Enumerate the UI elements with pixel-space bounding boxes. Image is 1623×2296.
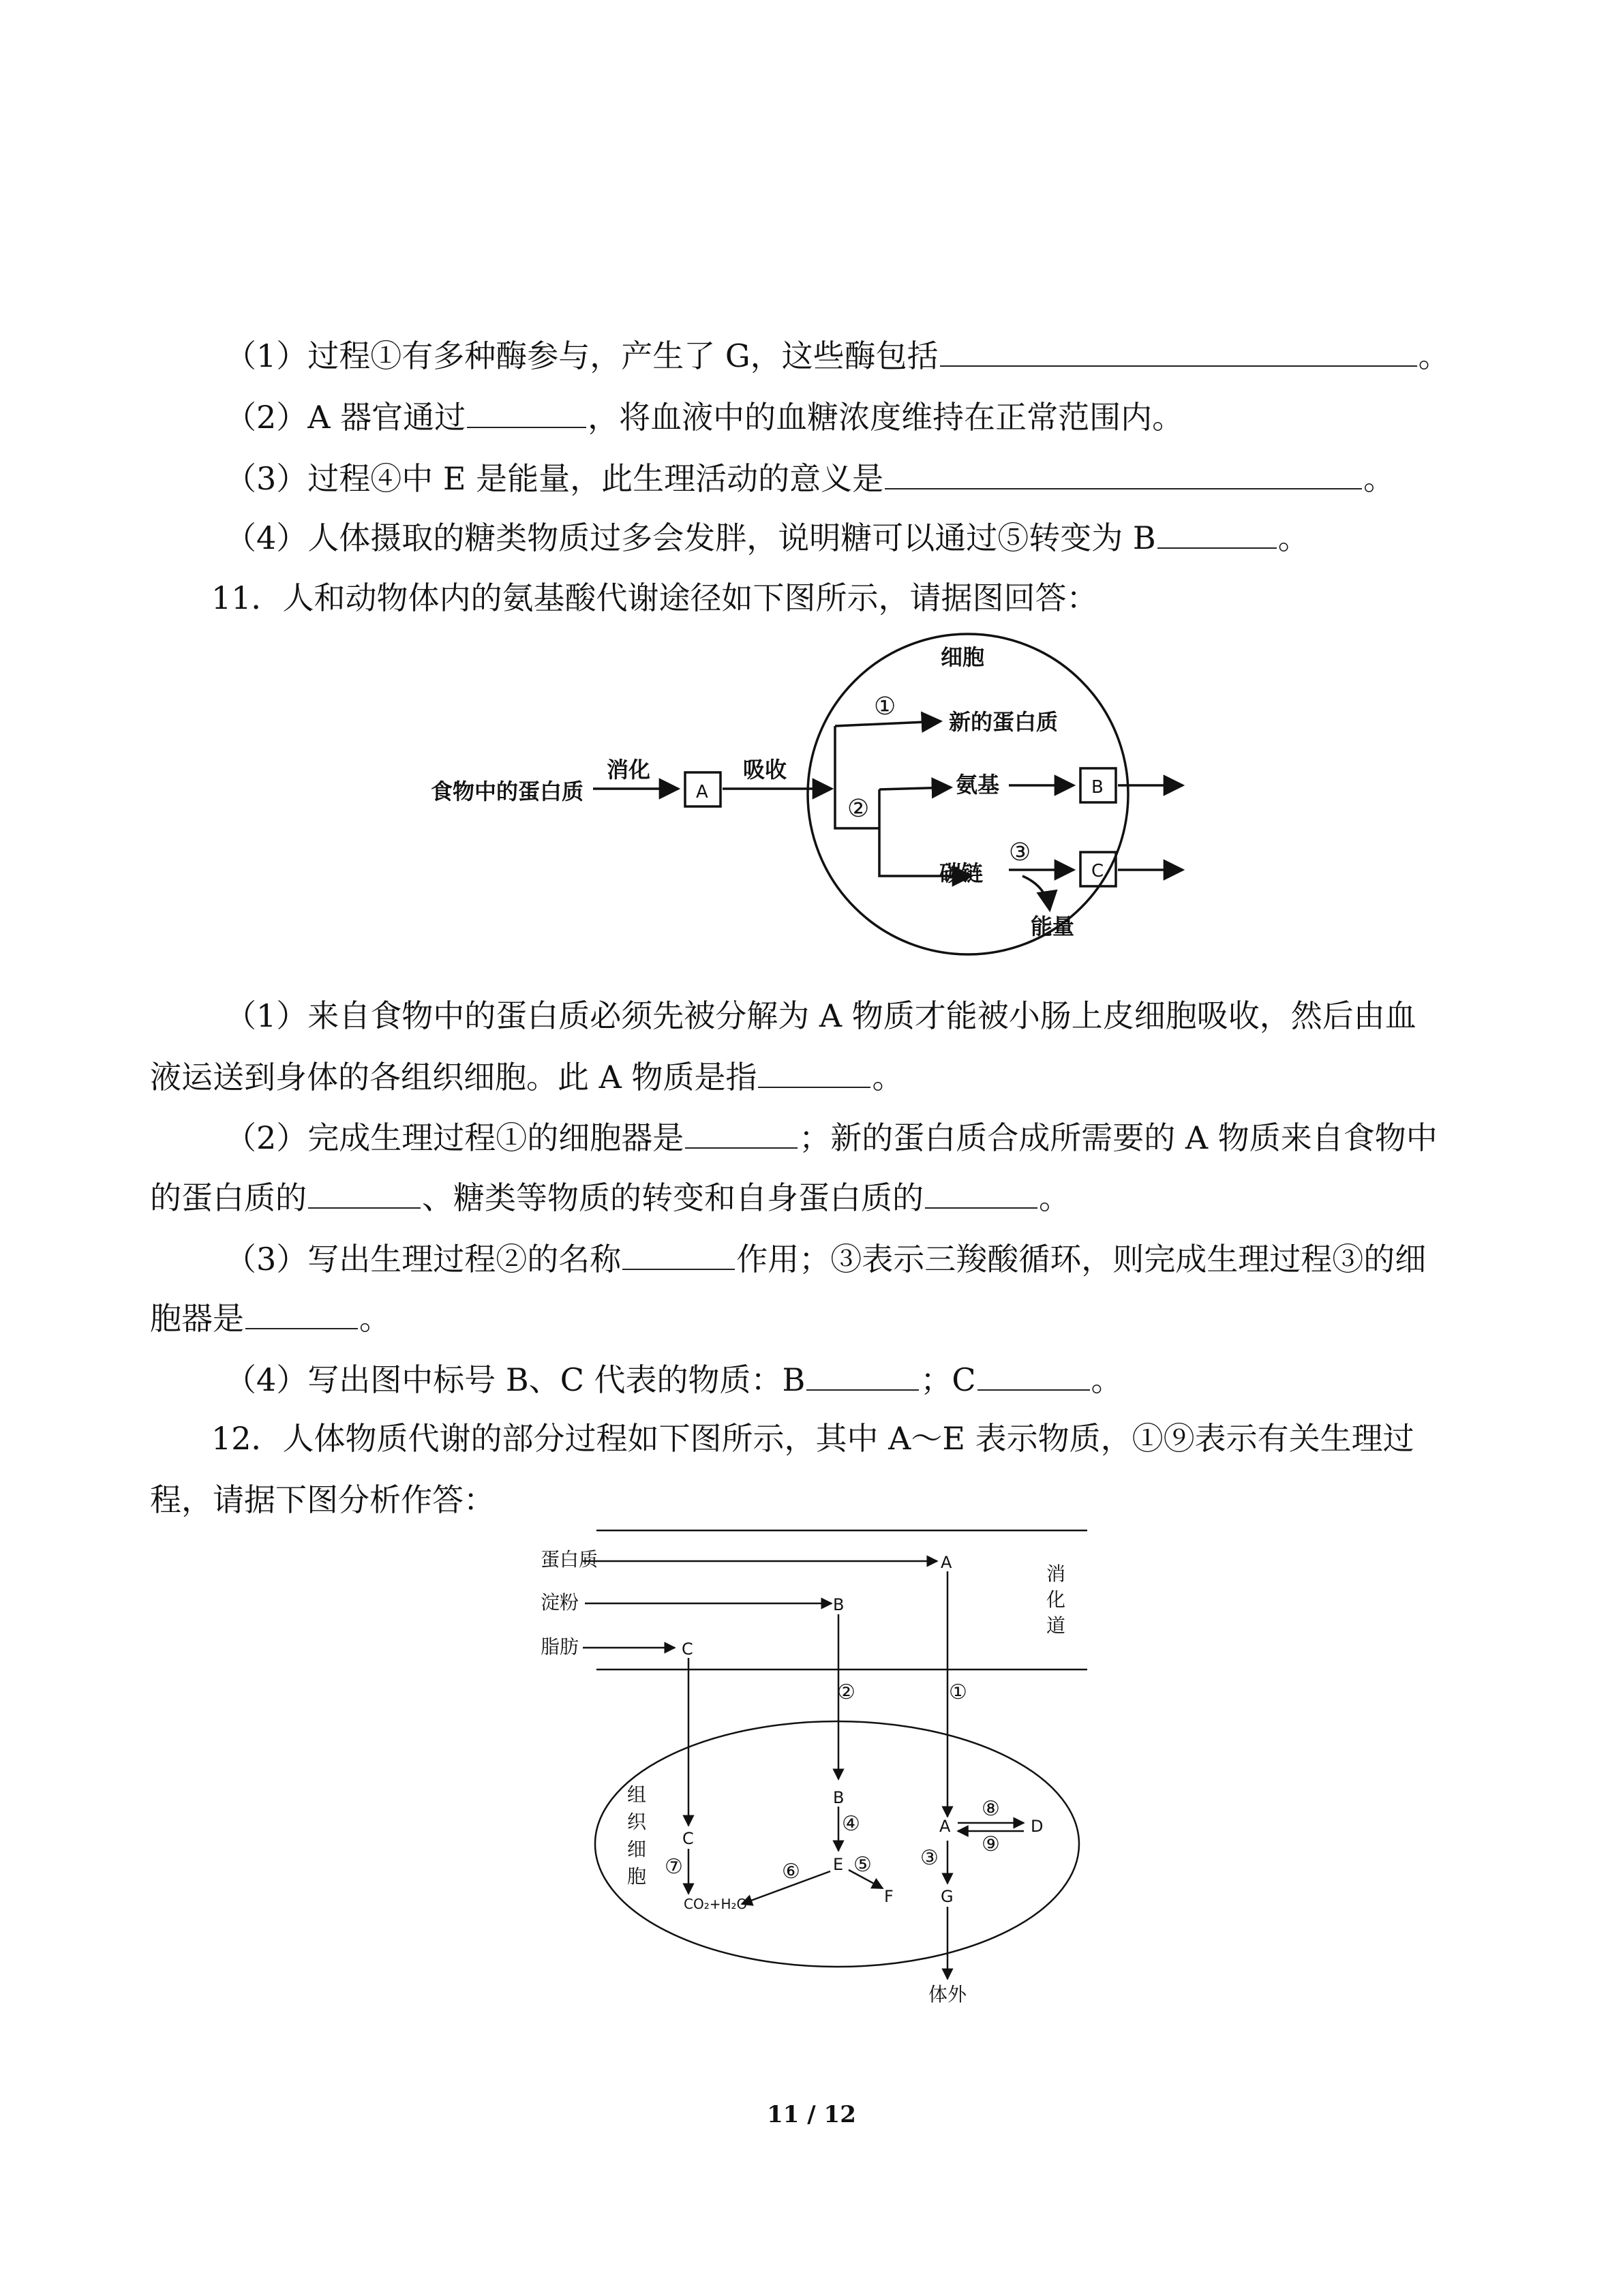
q10-s4-end: 。 [1277,519,1309,556]
answer-blank[interactable] [758,1055,870,1088]
label-co2-h2o: CO₂+H₂O [684,1896,748,1912]
q10-subquestion-2 [225,395,1183,438]
q11-subquestion-3b [150,1297,391,1339]
q11-subquestion-1a: （1）来自食物中的蛋白质必须先被分解为 A 物质才能被小肠上皮细胞吸收，然后由血 [225,997,1416,1034]
label-digest: 消化 [607,757,651,783]
label-tract-1: 消 [1046,1562,1066,1585]
answer-blank[interactable] [245,1297,358,1329]
label-n8: ⑧ [982,1797,1000,1821]
q10-s2-text: （2）A 器官通过 [225,399,466,436]
q10-s3-text: （3）过程④中 E 是能量，此生理活动的意义是 [225,460,884,497]
q12-stem-line-1: 12．人体物质代谢的部分过程如下图所示，其中 A～E 表示物质，①⑨表示有关生理过 [211,1420,1414,1457]
q11-s1-end: 。 [872,1059,904,1096]
q11-s3-end: 。 [359,1300,391,1337]
label-tissue-3: 细 [627,1838,647,1860]
label-n3: ③ [920,1846,939,1870]
label-cell: 细胞 [941,644,985,670]
q10-s1-end: 。 [1418,337,1450,374]
answer-blank[interactable] [622,1237,735,1270]
label-e: E [833,1855,844,1874]
q11-s2-end: 。 [1039,1179,1070,1216]
label-g: G [941,1887,954,1906]
q10-subquestion-1 [225,334,1450,376]
label-b-cell: B [833,1788,845,1807]
label-tissue-1: 组 [627,1783,647,1806]
label-n6: ⑥ [782,1860,800,1884]
answer-blank[interactable] [308,1176,421,1209]
q11-subquestion-4 [225,1358,1123,1400]
answer-blank[interactable] [925,1176,1037,1209]
q11-stem: 11．人和动物体内的氨基酸代谢途径如下图所示，请据图回答： [211,579,1098,616]
q10-s2-end: ，将血液中的血糖浓度维持在正常范围内。 [588,399,1184,436]
label-d: D [1031,1817,1044,1836]
label-n1: ① [874,693,896,721]
q11-subquestion-2b [150,1176,1070,1218]
label-c-cell: C [682,1829,694,1848]
label-f: F [884,1887,894,1906]
label-protein: 蛋白质 [541,1548,598,1571]
label-energy: 能量 [1031,913,1075,939]
q11-subquestion-1b [150,1055,903,1098]
q11-s2-cont: ；新的蛋白质合成所需要的 A 物质来自食物中 [799,1119,1438,1156]
label-box-b: B [1091,777,1104,798]
q10-subquestion-4 [225,516,1309,558]
page-number: 11 / 12 [767,2101,856,2128]
answer-blank[interactable] [467,395,586,428]
q10-s4-text: （4）人体摄取的糖类物质过多会发胖，说明糖可以通过⑤转变为 B [225,519,1156,556]
label-c-top: C [682,1640,693,1659]
label-n9: ⑨ [982,1832,1000,1856]
label-n1: ① [949,1680,967,1704]
q11-s3-cont: 作用；③表示三羧酸循环，则完成生理过程③的细 [736,1241,1427,1278]
label-n2: ② [847,795,870,823]
answer-blank[interactable] [977,1358,1090,1391]
q11-subquestion-2a [225,1116,1438,1158]
q11-s4-text: （4）写出图中标号 B、C 代表的物质：B [225,1361,806,1398]
label-carbon-chain: 碳链 [939,860,984,886]
q11-s3-text: （3）写出生理过程②的名称 [225,1241,622,1278]
q12-stem-line-2: 程，请据下图分析作答： [150,1481,495,1518]
q10-s3-end: 。 [1363,460,1395,497]
answer-blank[interactable] [806,1358,919,1391]
answer-blank[interactable] [885,457,1362,489]
label-n7: ⑦ [665,1855,683,1879]
label-n5: ⑤ [853,1853,872,1877]
q11-s2-text2: 的蛋白质的 [150,1179,307,1216]
q11-s2-text: （2）完成生理过程①的细胞器是 [225,1119,684,1156]
q11-s3-text2: 胞器是 [150,1300,244,1337]
label-n4: ④ [842,1812,860,1836]
answer-blank[interactable] [940,334,1417,367]
label-starch: 淀粉 [541,1591,579,1614]
label-a-top: A [941,1553,952,1572]
label-tissue-4: 胞 [627,1865,647,1888]
q11-s4-mid: ；C [920,1361,976,1398]
tissue-cell-ellipse [595,1721,1079,1967]
q10-subquestion-3 [225,457,1395,499]
q11-s2-text3: 、糖类等物质的转变和自身蛋白质的 [422,1179,924,1216]
label-absorb: 吸收 [743,757,787,783]
label-tissue-2: 织 [627,1811,647,1833]
label-amino-group: 氨基 [956,772,1000,798]
label-box-c: C [1091,861,1104,881]
label-fat: 脂肪 [541,1635,579,1658]
label-n3: ③ [1009,839,1031,866]
substance-metabolism-diagram [532,1520,1111,2011]
q11-s4-end: 。 [1091,1361,1123,1398]
label-new-protein: 新的蛋白质 [949,709,1059,735]
label-box-a: A [696,782,708,802]
label-tract-2: 化 [1046,1588,1066,1611]
amino-acid-metabolism-diagram [409,624,1213,978]
label-food-protein: 食物中的蛋白质 [431,779,584,804]
label-outside: 体外 [928,1983,967,2006]
label-b-top: B [833,1595,845,1614]
answer-blank[interactable] [685,1116,798,1149]
answer-blank[interactable] [1157,516,1277,549]
q10-s1-text: （1）过程①有多种酶参与，产生了 G，这些酶包括 [225,337,939,374]
q11-s1-text: 液运送到身体的各组织细胞。此 A 物质是指 [150,1059,757,1096]
label-tract-3: 道 [1046,1614,1066,1637]
q11-subquestion-3a [225,1237,1426,1280]
label-a-cell: A [939,1817,951,1836]
label-n2: ② [837,1680,855,1704]
